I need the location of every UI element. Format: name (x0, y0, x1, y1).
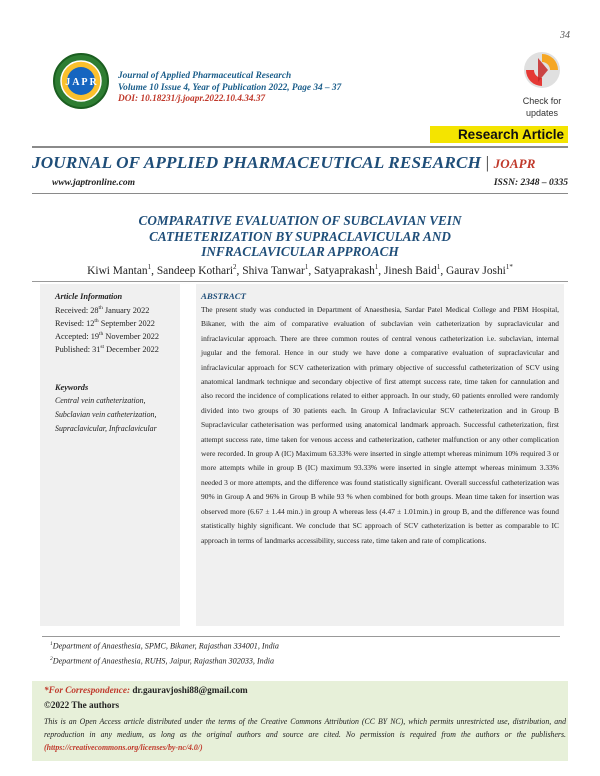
journal-name-header (32, 153, 536, 173)
title-rule (32, 281, 568, 282)
affiliation-footnote: $^1$Department of Anaesthesia, SPMC, Bikaner, Rajasthan 334001, India (50, 641, 279, 651)
journal-info-line1: Journal of Applied Pharmaceutical Research (118, 71, 292, 81)
received-date: Received: 28th January 2022 (55, 305, 150, 315)
abstract-heading: ABSTRACT (201, 291, 246, 301)
check-updates-icon (522, 50, 562, 90)
title-line-1: COMPARATIVE EVALUATION OF SUBCLAVIAN VEIN (138, 213, 462, 228)
published-date: Published: 31st December 2022 (55, 344, 159, 354)
issn: ISSN: 2348 – 0335 (493, 178, 568, 188)
check-updates-line2: updates (525, 107, 559, 118)
article-type-label: Research Article (457, 127, 564, 142)
article-info-heading: Article Information (55, 292, 123, 301)
journal-abbreviation: JOAPR (493, 156, 536, 171)
author-affiliation: 1 (147, 263, 152, 271)
article-title (80, 213, 520, 260)
journal-info (118, 71, 341, 106)
journal-name: JOURNAL OF APPLIED PHARMACEUTICAL RESEARCH (32, 153, 482, 172)
journal-logo (52, 52, 110, 110)
abstract-text: The present study was conducted in Department of Anaesthesia, Sardar Patel Medical College and PBM Hospital, Bikaner, with the aim of comparative evaluation of subclavian vein catheterization by supraclavicular and infraclavicular approach. There are three common routes of central venous catheterization i.e. subclavian, internal jugular and the femoral. Hence in our study we have done a comparative evaluation of supraclavicular and infraclavicular approach for SCV catheterization with primary objective of successful catheterization of SCV using anatomical landmark technique and secondary objective of first attempt success rate, time taken for cannulation and also record the incidence of complications related to either approach. In our study, 60 patients enrolled were randomly divided into two groups of 30 patients each. In Group A Infraclavicular SCV catheterization and in Group B Supraclavicular catheterisation was performed using anatomical landmark approach. Successful catheterization, first attempt success rate, time taken for venous access and catheterization, catheter malfunction or any other complication were recorded. In group A (IC) Maximum 63.33% were inserted in single attempt whereas minimum 10% required 3 or more attempts while in group B (IC) maximum 93.33% were inserted in single attempt whereas minimum 3.33% needed 3 or more attempts, and the difference was found statistically significant. Overall successful catheterization was 90% in Group A and 96% in Group B while 93 % when combined for both groups. Mean time taken for insertion was observed more (6.67 ± 1.44 min.) in group A whereas less (4.47 ± 1.01min.) in group B, and the difference was found statistically highly significant. We conclude that SC approach of SCV catheterization is better as comparable to IC approach in terms of landmarks accessibility, success rate, time taken and rate of complications. (201, 305, 559, 545)
keyword-item: Supraclavicular, Infraclavicular (55, 424, 157, 433)
check-for-updates-badge[interactable] (516, 50, 568, 118)
author-name: Kiwi Mantan (87, 264, 148, 277)
abstract-panel (196, 284, 564, 626)
footnote-rule (42, 636, 560, 637)
title-line-2: CATHETERIZATION BY SUPRACLAVICULAR AND (149, 228, 451, 244)
keywords-heading: Keywords (55, 383, 89, 392)
author-affiliation: 1 (436, 263, 441, 271)
author-list: Kiwi Mantan$^1$, Sandeep Kothari$^2$, Shiva Tanwar$^1$, Satyaprakash$^1$, Jinesh Baid$^1$, Gaurav Joshi$^{1*}$ (87, 263, 513, 277)
keyword-item: Central vein catheterization, (55, 396, 146, 405)
correspondence (44, 685, 248, 695)
accepted-date: Accepted: 19th November 2022 (55, 331, 160, 341)
license-link[interactable]: (https://creativecommons.org/licenses/by-nc/4.0/) (44, 743, 203, 752)
author-name: Shiva Tanwar (242, 264, 305, 277)
author-name: Sandeep Kothari (156, 264, 234, 277)
article-info-panel (40, 284, 180, 626)
doi-link[interactable]: DOI: 10.18231/j.joapr.2022.10.4.34.37 (118, 94, 266, 104)
page-number: 34 (560, 30, 570, 41)
journal-website-link[interactable]: www.japtronline.com (52, 178, 136, 188)
author-affiliation: 1 (374, 263, 379, 271)
revised-date: Revised: 12th September 2022 (55, 318, 155, 328)
affiliation-footnote: $^2$Department of Anaesthesia, RUHS, Jaipur, Rajasthan 302033, India (50, 656, 275, 666)
author-name: Jinesh Baid (383, 264, 437, 277)
correspondence-label: *For Correspondence: (44, 685, 131, 695)
license-body: This is an Open Access article distributed under the terms of the Creative Commons Attribution (CC BY NC), which permits unrestricted use, distribution, and reproduction in any medium, as long as the original authors and source are cited. No permission is required from the authors or the publishers. (44, 717, 566, 739)
author-affiliation: 1 (304, 263, 309, 271)
journal-separator: | (485, 153, 490, 172)
author-name: Gaurav Joshi (446, 264, 506, 277)
check-updates-line1: Check for (522, 96, 562, 106)
author-affiliation: 2 (233, 263, 237, 271)
author-affiliation: 1* (505, 263, 513, 271)
correspondence-email-link[interactable]: dr.gauravjoshi88@gmail.com (132, 685, 248, 695)
title-line-3: INFRACLAVICULAR APPROACH (201, 244, 399, 259)
logo-letters: J A P R (65, 77, 97, 88)
header-rule-bottom (32, 193, 568, 194)
copyright: ©2022 The authors (44, 700, 120, 710)
header-rule-top (32, 146, 568, 148)
journal-info-line2: Volume 10 Issue 4, Year of Publication 2022, Page 34 – 37 (118, 82, 342, 93)
keyword-item: Subclavian vein catheterization, (55, 410, 157, 419)
author-name: Satyaprakash (314, 264, 375, 277)
license-text (44, 715, 566, 754)
